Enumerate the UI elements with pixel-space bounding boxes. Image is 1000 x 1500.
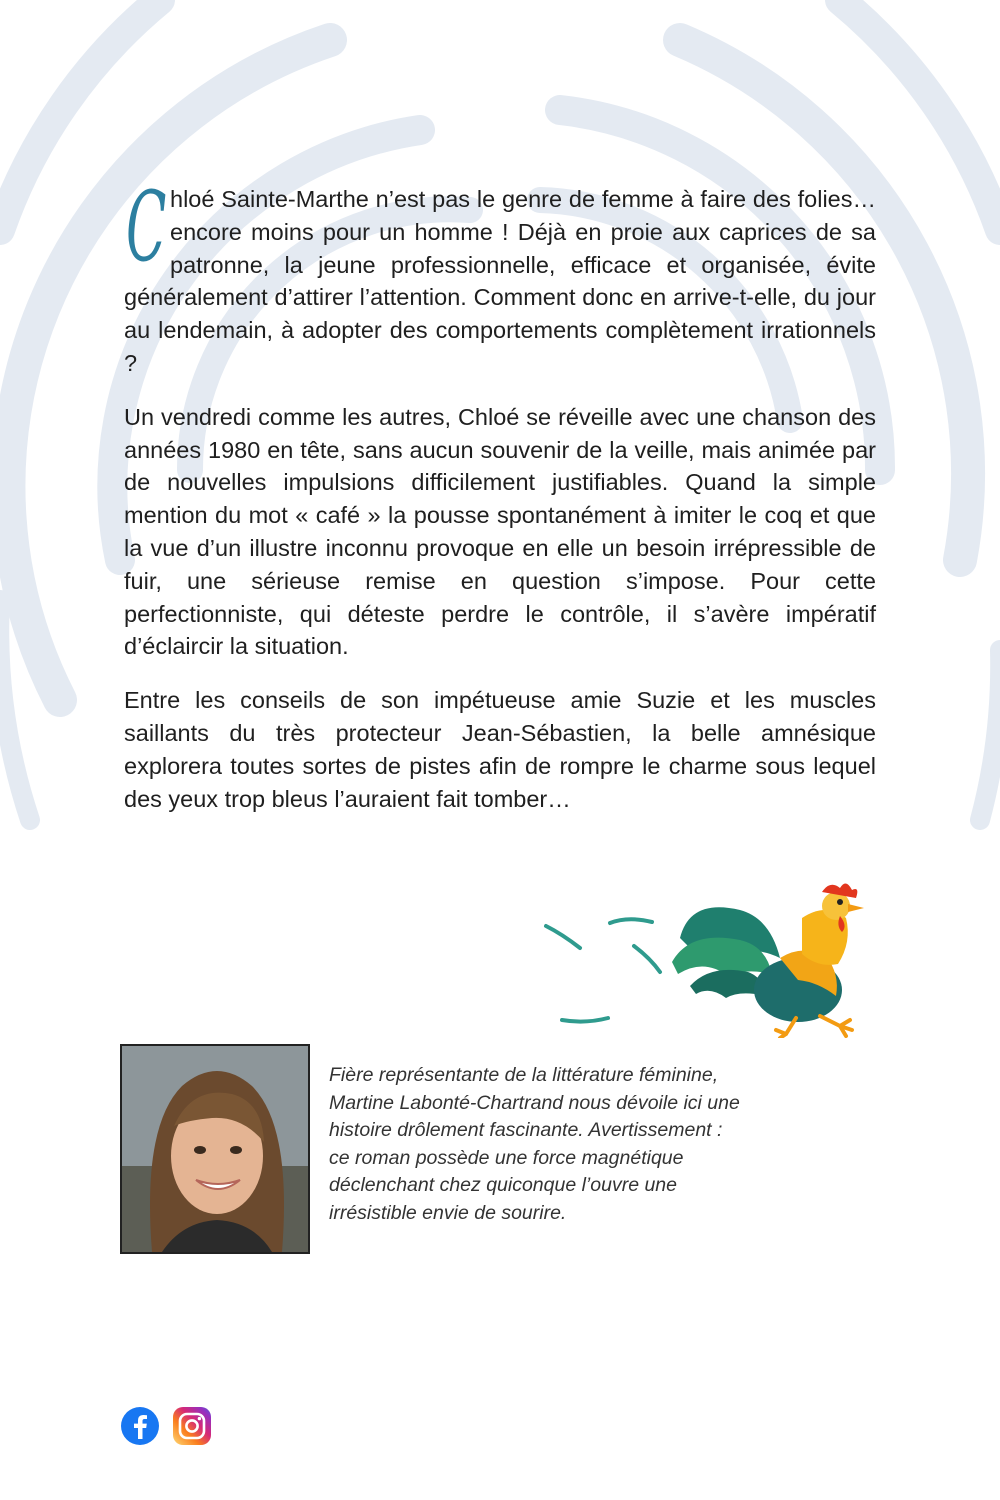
- author-bio-line: déclenchant chez quiconque l’ouvre une: [329, 1174, 678, 1196]
- back-cover-blurb: [124, 171, 876, 836]
- blurb-paragraph-1-text: hloé Sainte-Marthe n’est pas le genre de femme à faire des folies… encore moins pour un homme ! Déjà en proie aux caprices de sa patronne, la jeune professionnelle, efficace et organisée, évite généralement d’attirer l’attention. Comment donc en arrive-t-elle, du jour au lendemain, à adopter des comportements complètement irrationnels ?: [124, 186, 876, 376]
- author-bio-line: histoire drôlement fascinante. Avertissement :: [329, 1119, 723, 1141]
- author-bio-line: Fière représentante de la littérature féminine,: [329, 1064, 719, 1086]
- rooster-illustration: [540, 878, 880, 1038]
- blurb-paragraph-1: [124, 171, 876, 380]
- author-bio-line: irrésistible envie de sourire.: [329, 1201, 567, 1224]
- author-bio-line: ce roman possède une force magnétique: [329, 1146, 684, 1169]
- blurb-paragraph-2: Un vendredi comme les autres, Chloé se réveille avec une chanson des années 1980 en tête, sans aucun souvenir de la veille, mais animée par de nouvelles impulsions difficilement justifiables. Quand la simple mention du mot « café » la pousse spontanément à imiter le coq et que la vue d’un illustre inconnu provoque en elle un besoin irrépressible de fuir, une sérieuse remise en question s’impose. Pour cette perfectionniste, qui déteste perdre le contrôle, il s’avère impératif d’éclaircir la situation.: [124, 403, 876, 660]
- facebook-icon[interactable]: [120, 1406, 160, 1446]
- blurb-paragraph-3: Entre les conseils de son impétueuse amie Suzie et les muscles saillants du très protecteur Jean-Sébastien, la belle amnésique explorera toutes sortes de pistes afin de rompre le charme sous lequel des yeux trop bleus l’auraient fait tomber…: [124, 687, 876, 812]
- drop-cap: C: [126, 171, 167, 283]
- author-photo: [120, 1044, 310, 1254]
- author-bio-line: Martine Labonté-Chartrand nous dévoile ici une: [329, 1091, 740, 1114]
- instagram-icon[interactable]: [172, 1406, 212, 1446]
- author-portrait: [122, 1046, 308, 1252]
- social-links: [120, 1406, 212, 1446]
- author-bio: [329, 1062, 849, 1227]
